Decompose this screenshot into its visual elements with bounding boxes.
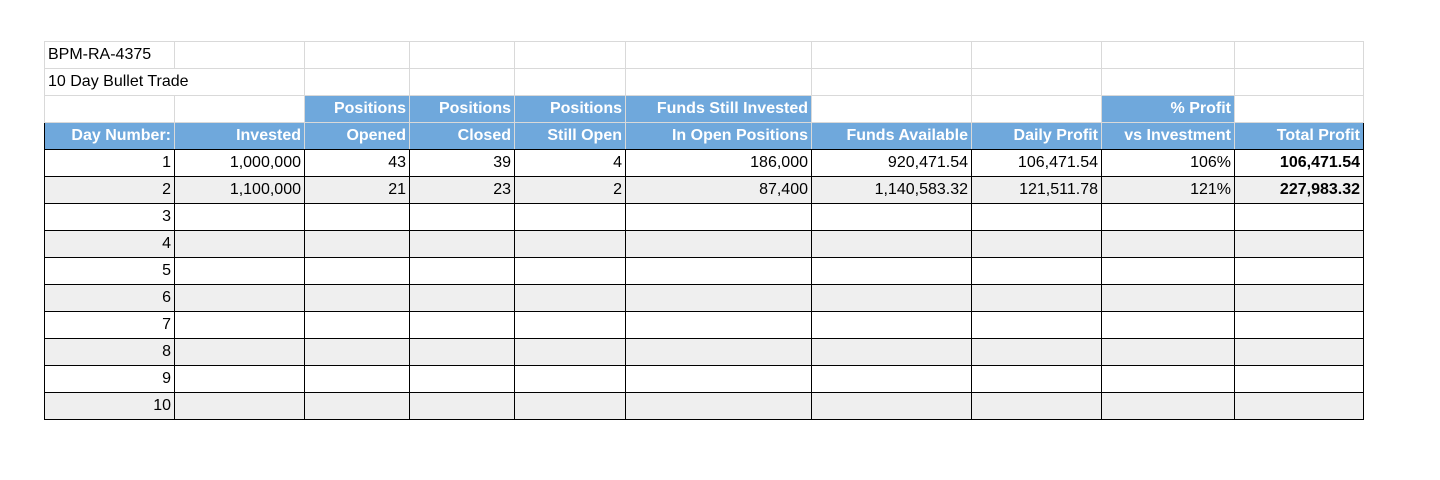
table-cell[interactable] bbox=[1102, 231, 1235, 258]
table-cell[interactable] bbox=[972, 285, 1102, 312]
table-cell[interactable] bbox=[972, 393, 1102, 420]
header-top-cell[interactable]: Funds Still Invested bbox=[626, 96, 812, 123]
table-row bbox=[45, 204, 1364, 231]
day-number-cell[interactable]: 1 bbox=[45, 150, 175, 177]
table-cell[interactable]: 21 bbox=[305, 177, 410, 204]
table-row bbox=[45, 231, 1364, 258]
table-cell[interactable] bbox=[410, 204, 515, 231]
empty-cell[interactable] bbox=[812, 96, 972, 123]
table-cell[interactable]: 227,983.32 bbox=[1235, 177, 1364, 204]
table-cell[interactable] bbox=[305, 258, 410, 285]
table-row bbox=[45, 312, 1364, 339]
table-cell[interactable] bbox=[972, 312, 1102, 339]
day-number-cell[interactable]: 8 bbox=[45, 339, 175, 366]
table-cell[interactable]: 920,471.54 bbox=[812, 150, 972, 177]
header-top-cell[interactable]: Positions bbox=[515, 96, 626, 123]
table-cell[interactable] bbox=[812, 285, 972, 312]
table-cell[interactable] bbox=[1102, 258, 1235, 285]
spreadsheet-table bbox=[44, 41, 1364, 420]
table-cell[interactable] bbox=[626, 339, 812, 366]
table-cell[interactable] bbox=[626, 285, 812, 312]
table-cell[interactable] bbox=[305, 312, 410, 339]
table-cell[interactable]: 1,100,000 bbox=[175, 177, 305, 204]
day-number-cell[interactable]: 2 bbox=[45, 177, 175, 204]
table-cell[interactable] bbox=[1235, 204, 1364, 231]
table-cell[interactable] bbox=[626, 204, 812, 231]
table-cell[interactable] bbox=[410, 231, 515, 258]
table-cell[interactable] bbox=[1102, 285, 1235, 312]
table-cell[interactable] bbox=[1235, 231, 1364, 258]
header-row-top bbox=[45, 96, 1364, 123]
table-cell[interactable]: 4 bbox=[515, 150, 626, 177]
table-cell[interactable] bbox=[515, 312, 626, 339]
table-cell[interactable] bbox=[410, 312, 515, 339]
table-cell[interactable] bbox=[812, 339, 972, 366]
table-cell[interactable] bbox=[175, 204, 305, 231]
table-row bbox=[45, 258, 1364, 285]
table-cell[interactable] bbox=[812, 366, 972, 393]
table-cell[interactable] bbox=[1235, 258, 1364, 285]
table-cell[interactable] bbox=[1102, 339, 1235, 366]
table-cell[interactable] bbox=[410, 393, 515, 420]
meta-row-title bbox=[45, 69, 1364, 96]
table-cell[interactable] bbox=[515, 204, 626, 231]
sheet-code-cell[interactable]: BPM-RA-4375 bbox=[45, 42, 175, 69]
table-cell[interactable]: 121,511.78 bbox=[972, 177, 1102, 204]
table-cell[interactable] bbox=[972, 339, 1102, 366]
table-cell[interactable]: 186,000 bbox=[626, 150, 812, 177]
table-cell[interactable] bbox=[626, 258, 812, 285]
table-cell[interactable] bbox=[515, 285, 626, 312]
table-cell[interactable] bbox=[515, 393, 626, 420]
column-header[interactable]: Daily Profit bbox=[972, 123, 1102, 150]
header-top-cell[interactable]: Positions bbox=[410, 96, 515, 123]
table-cell[interactable] bbox=[175, 366, 305, 393]
table-cell[interactable] bbox=[305, 285, 410, 312]
column-header[interactable]: Funds Available bbox=[812, 123, 972, 150]
day-number-cell[interactable]: 6 bbox=[45, 285, 175, 312]
table-cell[interactable] bbox=[812, 231, 972, 258]
table-cell[interactable] bbox=[410, 258, 515, 285]
day-number-cell[interactable]: 4 bbox=[45, 231, 175, 258]
table-cell[interactable]: 1,140,583.32 bbox=[812, 177, 972, 204]
table-cell[interactable] bbox=[626, 231, 812, 258]
table-cell[interactable]: 43 bbox=[305, 150, 410, 177]
column-header[interactable]: Closed bbox=[410, 123, 515, 150]
table-cell[interactable] bbox=[972, 366, 1102, 393]
column-header[interactable]: Still Open bbox=[515, 123, 626, 150]
table-cell[interactable] bbox=[972, 258, 1102, 285]
table-cell[interactable] bbox=[1102, 204, 1235, 231]
table-cell[interactable] bbox=[1235, 339, 1364, 366]
table-row bbox=[45, 285, 1364, 312]
column-header[interactable]: Day Number: bbox=[45, 123, 175, 150]
table-cell[interactable] bbox=[626, 366, 812, 393]
table-row bbox=[45, 177, 1364, 204]
table-cell[interactable] bbox=[1235, 393, 1364, 420]
table-cell[interactable] bbox=[1102, 366, 1235, 393]
table-cell[interactable]: 1,000,000 bbox=[175, 150, 305, 177]
table-cell[interactable] bbox=[812, 204, 972, 231]
table-cell[interactable]: 106% bbox=[1102, 150, 1235, 177]
table-cell[interactable]: 2 bbox=[515, 177, 626, 204]
column-header[interactable]: Invested bbox=[175, 123, 305, 150]
table-cell[interactable] bbox=[972, 204, 1102, 231]
sheet-title-cell[interactable]: 10 Day Bullet Trade bbox=[45, 69, 305, 96]
table-cell[interactable] bbox=[175, 339, 305, 366]
empty-cell[interactable] bbox=[45, 96, 175, 123]
table-cell[interactable] bbox=[1235, 285, 1364, 312]
table-cell[interactable] bbox=[175, 231, 305, 258]
table-row bbox=[45, 366, 1364, 393]
table-row bbox=[45, 150, 1364, 177]
empty-cell[interactable] bbox=[175, 96, 305, 123]
table-cell[interactable] bbox=[410, 339, 515, 366]
table-cell[interactable] bbox=[410, 366, 515, 393]
table-cell[interactable]: 121% bbox=[1102, 177, 1235, 204]
empty-cell[interactable] bbox=[972, 96, 1102, 123]
column-header[interactable]: vs Investment bbox=[1102, 123, 1235, 150]
table-cell[interactable] bbox=[305, 204, 410, 231]
table-cell[interactable] bbox=[305, 339, 410, 366]
table-cell[interactable] bbox=[515, 366, 626, 393]
header-top-cell[interactable]: % Profit bbox=[1102, 96, 1235, 123]
table-cell[interactable] bbox=[812, 258, 972, 285]
table-cell[interactable] bbox=[515, 258, 626, 285]
day-number-cell[interactable]: 5 bbox=[45, 258, 175, 285]
header-top-cell[interactable]: Positions bbox=[305, 96, 410, 123]
table-row bbox=[45, 393, 1364, 420]
table-cell[interactable] bbox=[626, 312, 812, 339]
table-cell[interactable] bbox=[175, 312, 305, 339]
data-rows bbox=[45, 150, 1364, 420]
column-header[interactable]: Opened bbox=[305, 123, 410, 150]
table-cell[interactable] bbox=[515, 231, 626, 258]
table-cell[interactable] bbox=[1235, 312, 1364, 339]
table-cell[interactable] bbox=[410, 285, 515, 312]
table-cell[interactable]: 106,471.54 bbox=[1235, 150, 1364, 177]
day-number-cell[interactable]: 3 bbox=[45, 204, 175, 231]
meta-row-code bbox=[45, 42, 1364, 69]
day-number-cell[interactable]: 9 bbox=[45, 366, 175, 393]
table-cell[interactable]: 87,400 bbox=[626, 177, 812, 204]
table-cell[interactable]: 39 bbox=[410, 150, 515, 177]
table-cell[interactable] bbox=[812, 393, 972, 420]
table-cell[interactable] bbox=[972, 231, 1102, 258]
table-cell[interactable] bbox=[175, 258, 305, 285]
column-header[interactable]: Total Profit bbox=[1235, 123, 1364, 150]
table-cell[interactable]: 23 bbox=[410, 177, 515, 204]
table-row bbox=[45, 339, 1364, 366]
table-cell[interactable] bbox=[515, 339, 626, 366]
table-cell[interactable] bbox=[626, 393, 812, 420]
table-cell[interactable] bbox=[1102, 312, 1235, 339]
table-cell[interactable] bbox=[1235, 366, 1364, 393]
header-row-bottom bbox=[45, 123, 1364, 150]
table-cell[interactable]: 106,471.54 bbox=[972, 150, 1102, 177]
table-cell[interactable] bbox=[175, 285, 305, 312]
table-cell[interactable] bbox=[305, 231, 410, 258]
table-cell[interactable] bbox=[1102, 393, 1235, 420]
table-cell[interactable] bbox=[175, 393, 305, 420]
table-cell[interactable] bbox=[305, 366, 410, 393]
table-cell[interactable] bbox=[812, 312, 972, 339]
column-header[interactable]: In Open Positions bbox=[626, 123, 812, 150]
table-cell[interactable] bbox=[305, 393, 410, 420]
day-number-cell[interactable]: 10 bbox=[45, 393, 175, 420]
empty-cell[interactable] bbox=[1235, 96, 1364, 123]
day-number-cell[interactable]: 7 bbox=[45, 312, 175, 339]
